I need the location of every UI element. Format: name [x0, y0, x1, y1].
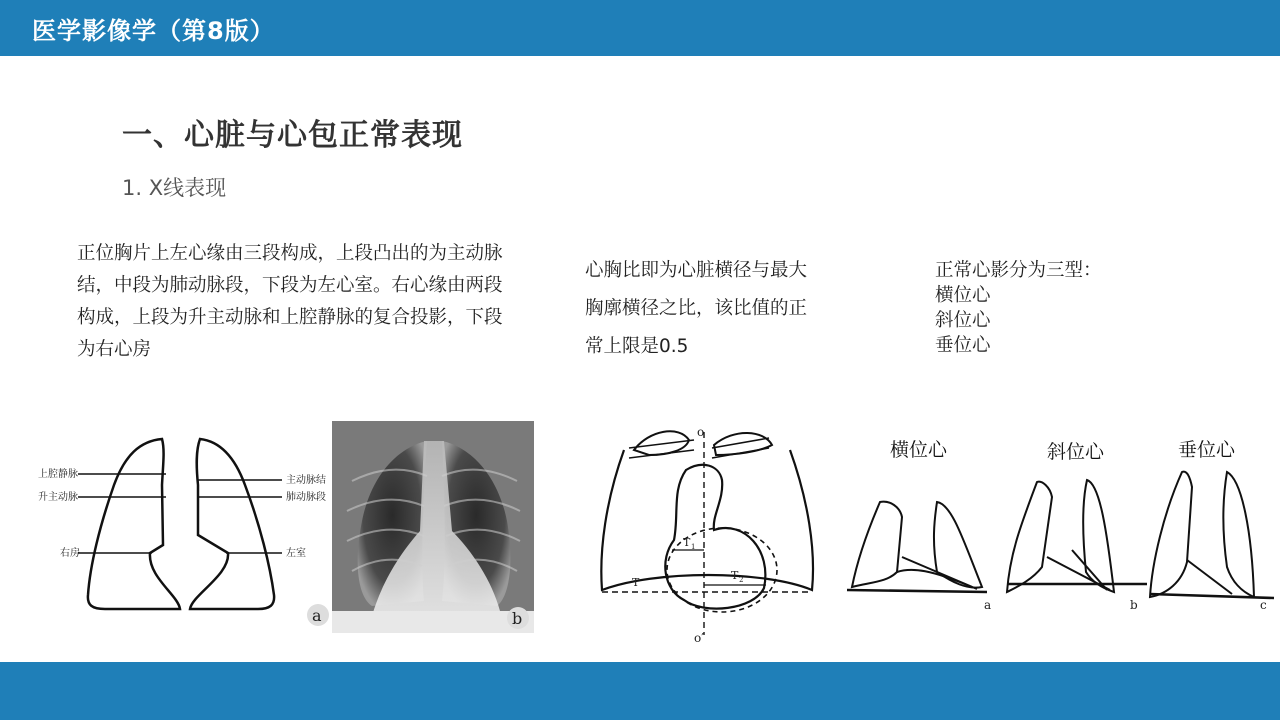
cardiothoracic-ratio-diagram — [594, 420, 820, 645]
section-subheading: 1. X线表现 — [122, 176, 227, 200]
heart-type-item: 横位心 — [935, 285, 991, 306]
book-title: 医学影像学（第8版） — [32, 17, 275, 45]
label-o-bottom: o′ — [694, 631, 704, 645]
section-heading: 一、心脏与心包正常表现 — [122, 118, 463, 153]
label-ascending-aorta: 升主动脉 — [38, 492, 78, 503]
label-t1: T — [683, 536, 691, 549]
panel-c-type: c — [1260, 598, 1267, 612]
heart-type-c — [1150, 472, 1274, 598]
label-right-atrium: 右房 — [60, 548, 80, 559]
cardiothoracic-ratio-paragraph: 心胸比即为心脏横径与最大胸廓横径之比，该比值的正常上限是0.5 — [585, 260, 808, 357]
type-title-transverse: 横位心 — [890, 439, 948, 461]
left-lung-outline — [190, 439, 274, 609]
type-title-oblique: 斜位心 — [1047, 441, 1105, 463]
label-svc: 上腔静脉 — [38, 469, 78, 480]
panel-b-type: b — [1130, 598, 1138, 612]
heart-outline — [665, 465, 765, 609]
heart-types-intro: 正常心影分为三型： — [935, 260, 1102, 281]
chest-xray-image — [332, 421, 534, 633]
heart-type-b — [1007, 480, 1147, 592]
label-left-ventricle: 左室 — [286, 548, 306, 559]
heart-border-diagram — [30, 425, 332, 633]
thorax-outline — [601, 450, 813, 590]
footer-bar — [0, 662, 1280, 720]
label-aortic-knob: 主动脉结 — [286, 475, 326, 486]
label-t: T — [632, 576, 640, 589]
heart-type-a — [847, 502, 987, 592]
header-bar — [0, 0, 1280, 56]
heart-type-item: 垂位心 — [935, 335, 991, 356]
label-t1-sub: 1 — [691, 543, 696, 551]
label-t2: T — [731, 569, 739, 582]
panel-a-label: a — [312, 606, 322, 625]
heart-types-list — [935, 258, 1102, 358]
heart-border-paragraph: 正位胸片上左心缘由三段构成，上段凸出的为主动脉结，中段为肺动脉段，下段为左心室。右心缘由两段构成，上段为升主动脉和上腔静脉的复合投影，下段为右心房 — [77, 243, 503, 360]
heart-type-item: 斜位心 — [935, 310, 991, 331]
heart-types-diagram — [842, 432, 1278, 616]
label-pulmonary-segment: 肺动脉段 — [286, 492, 326, 503]
label-t2-sub: 2 — [739, 576, 744, 584]
label-o-top: o — [697, 425, 705, 439]
panel-a-type: a — [984, 598, 992, 612]
right-lung-outline — [88, 439, 180, 609]
panel-b-label: b — [512, 609, 523, 628]
type-title-vertical: 垂位心 — [1178, 439, 1236, 461]
